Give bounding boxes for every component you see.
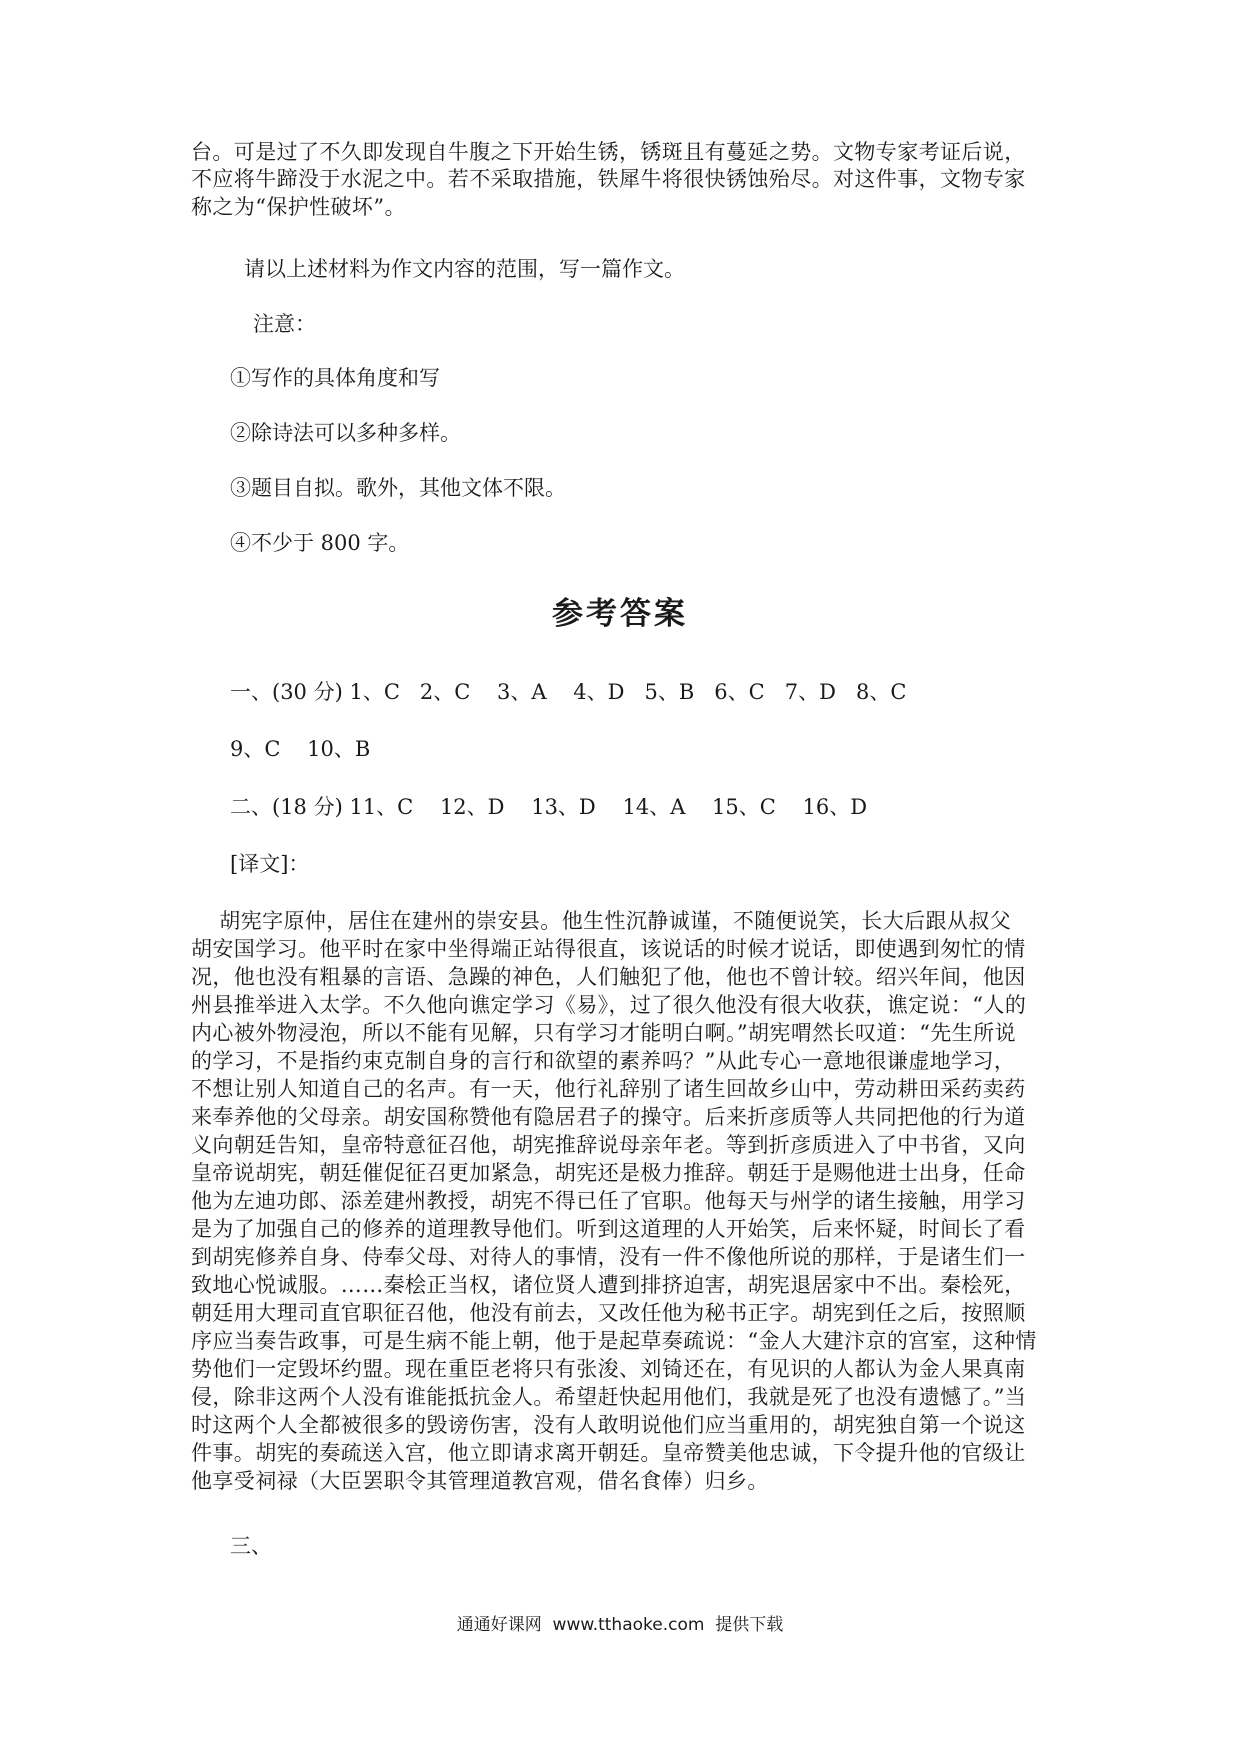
- intro-line-2: 不应将牛蹄没于水泥之中。若不采取措施，铁犀牛将很快锈蚀殆尽。对这件事，文物专家: [191, 167, 1026, 191]
- answers-section-1-line-1: 一、(30 分) 1、C 2、C 3、A 4、D 5、B 6、C 7、D 8、C: [230, 680, 907, 704]
- translation-line: 朝廷用大理司直官职征召他，他没有前去，又改任他为秘书正字。胡宪到任之后，按照顺: [191, 1301, 1026, 1325]
- note-1: ①写作的具体角度和写: [230, 366, 440, 390]
- translation-label: [译文]：: [230, 852, 310, 876]
- translation-line: 到胡宪修养自身、侍奉父母、对待人的事情，没有一件不像他所说的那样，于是诸生们一: [191, 1245, 1026, 1269]
- translation-line: 胡安国学习。他平时在家中坐得端正站得很直，该说话的时候才说话，即使遇到匆忙的情: [191, 937, 1026, 961]
- essay-prompt: 请以上述材料为作文内容的范围，写一篇作文。: [244, 257, 685, 281]
- translation-line: 况，他也没有粗暴的言语、急躁的神色，人们触犯了他，他也不曾计较。绍兴年间，他因: [191, 965, 1026, 989]
- translation-line: 不想让别人知道自己的名声。有一天，他行礼辞别了诸生回故乡山中，劳动耕田采药卖药: [191, 1077, 1026, 1101]
- translation-line: 内心被外物浸泡，所以不能有见解，只有学习才能明白啊。”胡宪喟然长叹道：“先生所说: [191, 1021, 1016, 1045]
- translation-line: 他为左迪功郎、添差建州教授，胡宪不得已任了官职。他每天与州学的诸生接触，用学习: [191, 1189, 1026, 1213]
- translation-line: 侵，除非这两个人没有谁能抵抗金人。希望赶快起用他们，我就是死了也没有遗憾了。”当: [191, 1385, 1027, 1409]
- translation-line: 势他们一定毁坏约盟。现在重臣老将只有张浚、刘锜还在，有见识的人都认为金人果真南: [191, 1357, 1026, 1381]
- page-footer: 通通好课网 www.tthaoke.com 提供下载: [456, 1615, 784, 1635]
- intro-line-3: 称之为“保护性破坏”。: [191, 195, 406, 219]
- note-4: ④不少于 800 字。: [230, 531, 410, 555]
- translation-line: 件事。胡宪的奏疏送入宫，他立即请求离开朝廷。皇帝赞美他忠诚，下令提升他的官级让: [191, 1441, 1026, 1465]
- answers-heading: 参考答案: [552, 596, 688, 632]
- translation-line: 胡宪字原仲，居住在建州的崇安县。他生性沉静诚谨，不随便说笑，长大后跟从叔父: [191, 909, 1012, 933]
- translation-line: 来奉养他的父母亲。胡安国称赞他有隐居君子的操守。后来折彦质等人共同把他的行为道: [191, 1105, 1026, 1129]
- translation-line: 致地心悦诚服。……秦桧正当权，诸位贤人遭到排挤迫害，胡宪退居家中不出。秦桧死，: [191, 1273, 1026, 1297]
- translation-line: 是为了加强自己的修养的道理教导他们。听到这道理的人开始笑，后来怀疑，时间长了看: [191, 1217, 1026, 1241]
- translation-line: 的学习，不是指约束克制自身的言行和欲望的素养吗？”从此专心一意地很谦虚地学习，: [191, 1049, 1016, 1073]
- translation-line: 他享受祠禄（大臣罢职令其管理道教宫观，借名食俸）归乡。: [191, 1469, 769, 1493]
- translation-line: 时这两个人全都被很多的毁谤伤害，没有人敢明说他们应当重用的，胡宪独自第一个说这: [191, 1413, 1026, 1437]
- answers-section-2: 二、(18 分) 11、C 12、D 13、D 14、A 15、C 16、D: [230, 795, 868, 819]
- translation-line: 义向朝廷告知，皇帝特意征召他，胡宪推辞说母亲年老。等到折彦质进入了中书省，又向: [191, 1133, 1026, 1157]
- notice-label: 注意：: [253, 312, 316, 336]
- intro-line-1: 台。可是过了不久即发现自牛腹之下开始生锈，锈斑且有蔓延之势。文物专家考证后说，: [191, 140, 1026, 164]
- translation-line: 序应当奏告政事，可是生病不能上朝，他于是起草奏疏说：“金人大建汴京的宫室，这种情: [191, 1329, 1037, 1353]
- note-3: ③题目自拟。歌外，其他文体不限。: [230, 476, 566, 500]
- note-2: ②除诗法可以多种多样。: [230, 421, 461, 445]
- answers-section-3: 三、: [230, 1534, 272, 1558]
- translation-line: 皇帝说胡宪，朝廷催促征召更加紧急，胡宪还是极力推辞。朝廷于是赐他进士出身，任命: [191, 1161, 1026, 1185]
- answers-section-1-line-2: 9、C 10、B: [230, 737, 371, 761]
- translation-line: 州县推举进入太学。不久他向谯定学习《易》，过了很久他没有很大收获，谯定说：“人的: [191, 993, 1027, 1017]
